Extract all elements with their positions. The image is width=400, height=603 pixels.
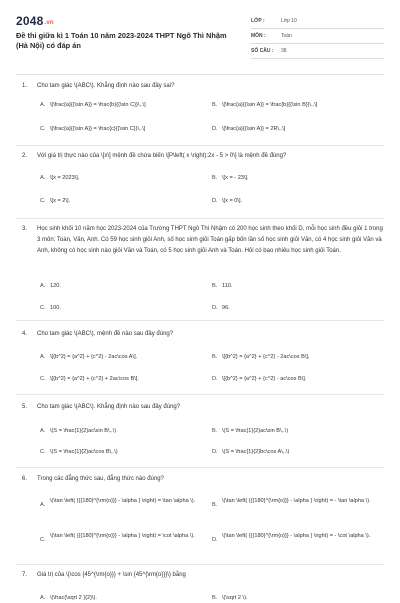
exam-meta: [251, 14, 384, 59]
option-text: \(S = \frac{1}{2}ac\sin B\,.\): [50, 428, 117, 434]
option-text: \[\frac{a}{{\sin A}} = \frac{b}{{\sin C}}\,.\]: [50, 102, 146, 108]
option-label: D.: [212, 376, 218, 382]
question-text: Với giá trị thực nào của \[x\] mệnh đề chứa biến \[P\left( x \right):2x - 5 > 0\] là mệnh đề đúng?: [37, 153, 287, 159]
option-text: \(\sqrt 2 \).: [222, 595, 248, 601]
question-1: [22, 81, 384, 141]
question-number: 2.: [22, 153, 28, 159]
option-label: B.: [212, 428, 218, 434]
question-divider: [16, 394, 384, 395]
option-label: A.: [40, 102, 46, 108]
question-text: Cho tam giác \(ABC\). Khẳng định nào sau đây sai?: [37, 83, 175, 89]
option-text: \[{b^2} = {a^2} + {c^2} - ac\cos B\].: [222, 376, 307, 382]
question-text: Cho tam giác \(ABC\), mệnh đề nào sau đây đúng?: [37, 331, 174, 337]
option-text: \[\frac{a}{{\sin A}} = 2R\,.\]: [222, 126, 286, 132]
question-4: [22, 329, 384, 389]
option-label: D.: [212, 126, 218, 132]
site-logo[interactable]: [16, 14, 54, 28]
option-text: \(\tan \left( {{{180}^{\rm{o}}} - \alpha } \right) = - \tan \alpha \).: [222, 498, 371, 504]
option-label: D.: [212, 537, 218, 543]
question-divider: [16, 218, 384, 219]
option-text: \(\tan \left( {{{180}^{\rm{o}}} - \alpha } \right) = - \cot \alpha \).: [222, 533, 371, 539]
option-text: \(S = \frac{1}{2}bc\cos A\,.\): [222, 449, 290, 455]
option-label: B.: [212, 502, 218, 508]
option-text: 120.: [50, 283, 61, 289]
meta-row-subject: [251, 29, 384, 44]
question-2: [22, 151, 384, 213]
option-text: \(\tan \left( {{{180}^{\rm{o}}} - \alpha } \right) = \cot \alpha \).: [50, 533, 195, 539]
option-label: C.: [40, 376, 46, 382]
option-label: C.: [40, 537, 46, 543]
option-text: \[{b^2} = {a^2} + {c^2} - 2ac\cos B\].: [222, 354, 310, 360]
option-label: C.: [40, 126, 46, 132]
option-label: D.: [212, 305, 218, 311]
question-text: Học sinh khối 10 năm học 2023-2024 của Trường THPT Ngô Thì Nhậm có 200 học sinh theo khối D, mỗi học sinh đều giỏi 1 trong 3 môn: Toán, Văn, Anh. Có 59 học sinh giỏi Anh, số học sinh giỏi Toán gấp bốn lần số học sinh giỏi Văn, có 4 học sinh giỏi Văn và Anh, không có học sinh nào giỏi Văn và Toán, có 5 học sinh giỏi Anh và Toán. Hỏi có bao nhiêu học sinh giỏi Toán.: [37, 226, 383, 254]
option-text: \(S = \frac{1}{2}ac\cos B\,.\): [50, 449, 118, 455]
question-number: 3.: [22, 226, 28, 232]
option-text: \(\tan \left( {{{180}^{\rm{o}}} - \alpha } \right) = \tan \alpha \).: [50, 498, 196, 504]
option-label: D.: [212, 198, 218, 204]
option-label: B.: [212, 175, 218, 181]
option-text: \[x = - 23\].: [222, 175, 249, 181]
option-label: C.: [40, 305, 46, 311]
question-number: 5.: [22, 404, 28, 410]
option-label: B.: [212, 595, 218, 601]
option-label: A.: [40, 502, 46, 508]
option-text: \[{b^2} = {a^2} + {c^2} - 2ac\cos A\].: [50, 354, 138, 360]
option-text: \[x = 2023\].: [50, 175, 80, 181]
question-divider: [16, 145, 384, 146]
question-divider: [16, 320, 384, 321]
question-number: 7.: [22, 572, 28, 578]
meta-value: Toán: [281, 33, 292, 39]
question-7: [22, 570, 384, 600]
option-text: \(\frac{\sqrt 2 }{2}\).: [50, 595, 97, 601]
option-text: 110.: [222, 283, 233, 289]
question-text: Cho tam giác \(ABC\). Khẳng định nào sau đây đúng?: [37, 404, 181, 410]
option-label: A.: [40, 283, 46, 289]
exam-header: [16, 14, 384, 70]
meta-key: SỐ CÂU :: [251, 48, 274, 54]
option-text: 100.: [50, 305, 61, 311]
meta-value: 38: [281, 48, 287, 54]
option-text: \[\frac{a}{{\sin A}} = \frac{b}{{\sin B}}\,.\]: [222, 102, 318, 108]
option-text: \[x = 0\].: [222, 198, 243, 204]
option-text: \[x = 2\].: [50, 198, 71, 204]
question-text: Giá trị của \(\cos {45^{\rm{o}}} + \sin {45^{\rm{o}}}\) bằng: [37, 572, 186, 578]
question-number: 4.: [22, 331, 28, 337]
option-label: C.: [40, 449, 46, 455]
option-label: D.: [212, 449, 218, 455]
logo-suffix: .vn: [44, 20, 54, 26]
question-5: [22, 402, 384, 462]
question-number: 1.: [22, 83, 28, 89]
option-label: B.: [212, 354, 218, 360]
meta-value: Lớp 10: [281, 18, 297, 24]
question-6: [22, 474, 384, 560]
meta-row-count: [251, 44, 384, 59]
option-label: A.: [40, 595, 46, 601]
question-divider: [16, 564, 384, 565]
option-text: 96.: [222, 305, 230, 311]
exam-title: Đề thi giữa kì 1 Toán 10 năm 2023-2024 THPT Ngô Thì Nhậm (Hà Nội) có đáp án: [16, 31, 227, 50]
meta-key: MÔN :: [251, 33, 266, 39]
question-3: [22, 224, 384, 316]
option-label: A.: [40, 428, 46, 434]
option-label: B.: [212, 283, 218, 289]
option-text: \(S = \frac{1}{2}ac\sin B\,.\): [222, 428, 289, 434]
question-number: 6.: [22, 476, 28, 482]
logo-text: 2048: [16, 14, 44, 28]
question-divider: [16, 467, 384, 468]
header-divider: [16, 74, 384, 75]
meta-key: LỚP :: [251, 18, 265, 24]
option-label: A.: [40, 354, 46, 360]
option-label: C.: [40, 198, 46, 204]
question-text: Trong các đẳng thức sau, đẳng thức nào đúng?: [37, 476, 164, 482]
option-text: \[\frac{a}{{\sin A}} = \frac{c}{{\sin C}}\,.\]: [50, 126, 146, 132]
option-label: A.: [40, 175, 46, 181]
option-label: B.: [212, 102, 218, 108]
meta-row-class: [251, 14, 384, 29]
option-text: \[{b^2} = {a^2} + {c^2} + 2ac\cos B\].: [50, 376, 139, 382]
